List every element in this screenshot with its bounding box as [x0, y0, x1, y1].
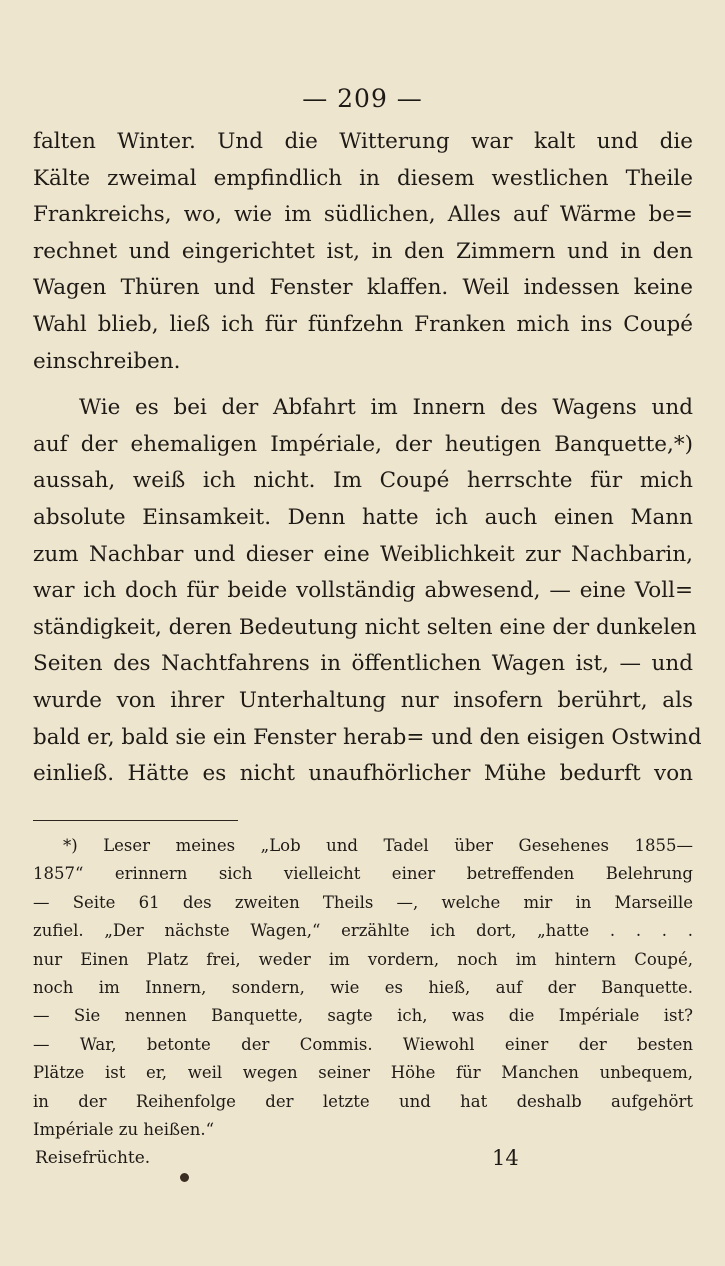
printer-signature: Reisefrüchte. [35, 1148, 151, 1168]
text-line: aussah, weiß ich nicht. Im Coupé herrschte für mich [33, 468, 693, 494]
text-line: Wie es bei der Abfahrt im Innern des Wagens und [79, 395, 693, 421]
footnote [33, 832, 693, 1144]
footnote-line: nur Einen Platz frei, weder im vordern, noch im hintern Coupé, [33, 949, 693, 969]
footnote-line: Plätze ist er, weil wegen seiner Höhe für Manchen unbequem, [33, 1063, 693, 1083]
footnote-line: Impériale zu heißen.“ [33, 1119, 215, 1139]
footnote-line: in der Reihenfolge der letzte und hat deshalb aufgehört [33, 1091, 693, 1111]
paragraph-break [33, 380, 693, 390]
footnote-line: 1857“ erinnern sich vielleicht einer betreffenden Belehrung [33, 864, 693, 884]
text-line: ständigkeit, deren Bedeutung nicht selten eine der dunkelen [33, 614, 697, 640]
text-line: rechnet und eingerichtet ist, in den Zimmern und in den [33, 238, 693, 264]
text-line: falten Winter. Und die Witterung war kalt und die [33, 129, 693, 154]
text-line: Wahl blieb, ließ ich für fünfzehn Franken mich ins Coupé [33, 311, 693, 337]
text-line: einließ. Hätte es nicht unaufhörlicher Mühe bedurft von [33, 761, 693, 787]
text-line: einschreiben. [33, 348, 181, 374]
footnote-line: — Seite 61 des zweiten Theils —, welche mir in Marseille [33, 892, 693, 912]
text-line: war ich doch für beide vollständig abwesend, — eine Voll= [33, 578, 693, 604]
ink-blot [180, 1173, 189, 1182]
footnote-rule [33, 820, 238, 821]
text-line: Seiten des Nachtfahrens in öffentlichen Wagen ist, — und [33, 651, 693, 677]
text-line: zum Nachbar und dieser eine Weiblichkeit zur Nachbarin, [33, 541, 693, 567]
text-line: Kälte zweimal empfindlich in diesem westlichen Theile [33, 165, 693, 191]
text-line: Wagen Thüren und Fenster klaffen. Weil indessen keine [33, 275, 693, 301]
main-text [33, 124, 702, 793]
text-line: wurde von ihrer Unterhaltung nur insofern berührt, als [33, 687, 693, 713]
footnote-line: — War, betonte der Commis. Wiewohl einer der besten [33, 1034, 693, 1054]
footnote-line: zufiel. „Der nächste Wagen,“ erzählte ich dort, „hatte . . . . [33, 921, 693, 941]
text-line: auf der ehemaligen Impériale, der heutigen Banquette,*) [33, 431, 693, 457]
text-line: Frankreichs, wo, wie im südlichen, Alles auf Wärme be= [33, 202, 693, 228]
text-line: bald er, bald sie ein Fenster herab= und den eisigen Ostwind [33, 724, 702, 750]
footnote-line: — Sie nennen Banquette, sagte ich, was die Impériale ist? [33, 1006, 693, 1026]
text-line: absolute Einsamkeit. Denn hatte ich auch einen Mann [33, 504, 693, 530]
page-number: — 209 — [302, 84, 423, 113]
footnote-line: noch im Innern, sondern, wie es hieß, auf der Banquette. [33, 977, 693, 997]
sheet-number: 14 [492, 1146, 519, 1170]
footnote-line: *) Leser meines „Lob und Tadel über Gesehenes 1855— [63, 836, 693, 855]
